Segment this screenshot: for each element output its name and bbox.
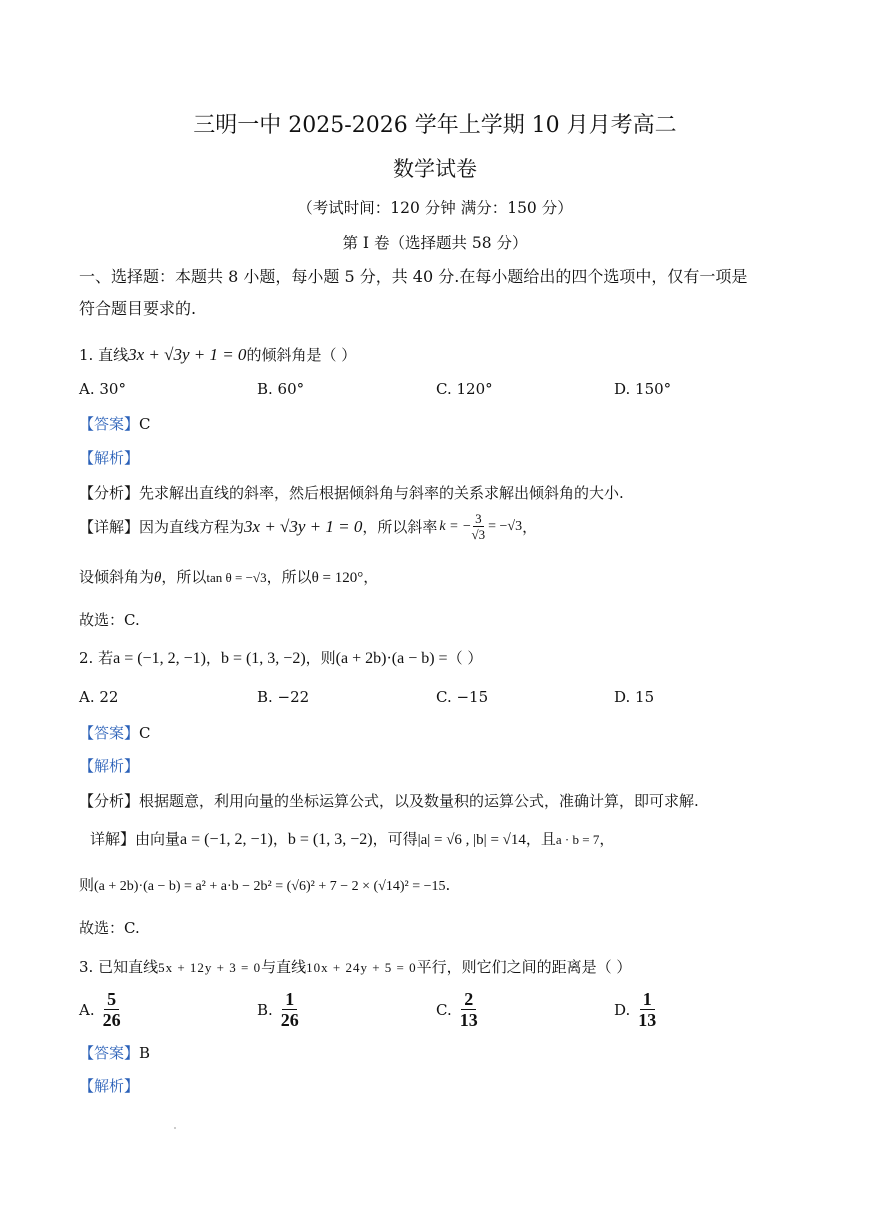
q1-fenxi bbox=[79, 482, 624, 503]
q3-option-c-label: C. bbox=[436, 1000, 452, 1019]
q1-number: 1. 直线 bbox=[79, 346, 129, 364]
q3-mid: 与直线 bbox=[261, 958, 307, 976]
q3-option-c bbox=[436, 990, 478, 1029]
q2-vector-a: a = (−1, 2, −1) bbox=[113, 650, 206, 667]
q1-stem bbox=[79, 344, 356, 365]
volume-heading: 第 I 卷（选择题共 58 分） bbox=[342, 234, 528, 252]
q1-slope-denominator: √3 bbox=[471, 527, 486, 542]
q1-detail-comma: ， bbox=[522, 518, 538, 536]
section-heading-line1: 一、选择题：本题共 8 小题，每小题 5 分，共 40 分.在每小题给出的四个选项中，仅有一项是 bbox=[79, 267, 748, 286]
q3-line2: 10x + 24y + 5 = 0 bbox=[306, 960, 417, 975]
q1-line2-text-c: ，所以 bbox=[266, 568, 312, 586]
q1-detail-equation: 3x + √3y + 1 = 0 bbox=[244, 516, 363, 536]
q1-line2-text-a: 设倾斜角为 bbox=[79, 568, 155, 586]
q1-answer-value: C bbox=[139, 415, 151, 433]
q1-equation: 3x + √3y + 1 = 0 bbox=[128, 345, 247, 364]
q1-analysis-tag: 【解析】 bbox=[79, 449, 140, 467]
q3-number: 3. 已知直线 bbox=[79, 958, 159, 976]
q2-detail bbox=[90, 828, 614, 849]
q1-option-c: C. 120° bbox=[436, 380, 493, 398]
answer-tag: 【答案】 bbox=[79, 415, 140, 433]
q3-option-a bbox=[79, 990, 121, 1029]
q2-fenxi bbox=[79, 790, 699, 811]
q3-option-a-denominator: 26 bbox=[102, 1010, 121, 1030]
q1-option-d: D. 150° bbox=[614, 380, 672, 398]
q3-option-a-fraction bbox=[103, 990, 121, 1029]
fenxi-tag: 【分析】 bbox=[79, 792, 140, 810]
q3-line1: 5x + 12y + 3 = 0 bbox=[158, 960, 262, 975]
section-heading-line2: 符合题目要求的. bbox=[79, 299, 197, 318]
q3-option-d-label: D. bbox=[614, 1000, 631, 1019]
q1-slope-k: k = − bbox=[439, 518, 472, 534]
exam-subject: 数学试卷 bbox=[393, 157, 477, 181]
exam-info: （考试时间：120 分钟 满分：150 分） bbox=[297, 199, 573, 217]
q3-answer bbox=[79, 1042, 150, 1063]
q2-detail-mid: ，可得 bbox=[372, 830, 418, 848]
q1-stem-tail: 的倾斜角是（ ） bbox=[246, 346, 357, 364]
q1-option-a: A. 30° bbox=[79, 380, 126, 398]
q2-expression: (a + 2b)·(a − b) = bbox=[335, 650, 448, 667]
answer-tag: 【答案】 bbox=[79, 1044, 140, 1062]
q2-answer-value: C bbox=[139, 724, 151, 742]
q2-number: 2. 若 bbox=[79, 649, 114, 667]
q1-theta: θ bbox=[154, 570, 162, 586]
q3-option-d-denominator: 13 bbox=[638, 1010, 657, 1030]
q3-option-d-fraction bbox=[638, 990, 656, 1029]
q3-option-b-denominator: 26 bbox=[280, 1010, 299, 1030]
q3-option-d-numerator: 1 bbox=[640, 990, 655, 1010]
q3-option-b-fraction bbox=[281, 990, 299, 1029]
q2-detail-and: ，且 bbox=[525, 830, 556, 848]
q1-slope-numerator: 3 bbox=[475, 511, 482, 526]
q2-choose: 故选：C. bbox=[79, 919, 140, 937]
q2-option-a: A. 22 bbox=[79, 688, 119, 706]
q1-answer bbox=[79, 413, 151, 434]
scan-speck bbox=[174, 1127, 176, 1129]
q3-option-b-label: B. bbox=[257, 1000, 273, 1019]
q1-detail-line2 bbox=[79, 566, 378, 587]
q3-option-d bbox=[614, 990, 656, 1029]
q2-paren: （ ） bbox=[447, 649, 483, 667]
q2-detail-lead: 详解】由向量 bbox=[90, 830, 181, 848]
q3-option-a-label: A. bbox=[79, 1000, 95, 1019]
detail-tag: 【详解】 bbox=[79, 518, 140, 536]
q3-option-c-numerator: 2 bbox=[461, 990, 476, 1010]
q2-detail-end: ， bbox=[599, 830, 615, 848]
q2-line2-lead: 则 bbox=[79, 876, 95, 894]
q3-stem bbox=[79, 956, 631, 977]
q3-option-b-numerator: 1 bbox=[282, 990, 297, 1010]
q2-sep: ， bbox=[205, 649, 221, 667]
q1-line2-text-d: ， bbox=[363, 568, 379, 586]
q2-option-b: B. −22 bbox=[257, 688, 310, 706]
q1-fenxi-text: 先求解出直线的斜率，然后根据倾斜角与斜率的关系求解出倾斜角的大小. bbox=[139, 484, 624, 502]
q3-option-c-denominator: 13 bbox=[459, 1010, 478, 1030]
q2-fenxi-text: 根据题意，利用向量的坐标运算公式，以及数量积的运算公式，准确计算，即可求解. bbox=[139, 792, 699, 810]
q2-detail-dot-product: a · b = 7 bbox=[555, 832, 600, 847]
q3-answer-value: B bbox=[139, 1044, 151, 1062]
q2-vector-b: b = (1, 3, −2) bbox=[220, 650, 306, 667]
q2-then: ，则 bbox=[305, 649, 336, 667]
answer-tag: 【答案】 bbox=[79, 724, 140, 742]
q2-option-c: C. −15 bbox=[436, 688, 489, 706]
q2-detail-moduli: |a| = √6 , |b| = √14 bbox=[417, 832, 526, 848]
q2-detail-line2 bbox=[79, 874, 450, 895]
q2-detail-sep: ， bbox=[272, 830, 288, 848]
q2-detail-vector-b: b = (1, 3, −2) bbox=[287, 831, 373, 848]
q3-analysis-tag: 【解析】 bbox=[79, 1077, 140, 1095]
q1-option-b: B. 60° bbox=[257, 380, 305, 398]
q3-option-a-numerator: 5 bbox=[104, 990, 119, 1010]
q1-theta-result: θ = 120° bbox=[311, 570, 364, 586]
q1-line2-text-b: ，所以 bbox=[161, 568, 207, 586]
q3-tail: 平行，则它们之间的距离是（ ） bbox=[416, 958, 632, 976]
q2-analysis-tag: 【解析】 bbox=[79, 757, 140, 775]
q3-option-b bbox=[257, 990, 299, 1029]
q1-choose: 故选：C. bbox=[79, 611, 140, 629]
q1-slope-fraction bbox=[472, 512, 486, 541]
q2-line2-expression: (a + 2b)·(a − b) = a² + a·b − 2b² = (√6)² + 7 − 2 × (√14)² = −15 bbox=[94, 879, 446, 894]
q2-answer bbox=[79, 722, 151, 743]
q1-detail bbox=[79, 512, 537, 541]
q2-detail-vector-a: a = (−1, 2, −1) bbox=[180, 831, 273, 848]
q2-line2-end: . bbox=[445, 876, 451, 894]
q1-slope-result: = −√3 bbox=[488, 518, 523, 534]
q1-detail-text-a: 因为直线方程为 bbox=[139, 518, 245, 536]
q1-tan-expression: tan θ = −√3 bbox=[206, 570, 267, 585]
q2-option-d: D. 15 bbox=[614, 688, 655, 706]
exam-title: 三明一中 2025-2026 学年上学期 10 月月考高二 bbox=[193, 113, 677, 138]
q1-detail-text-b: ，所以斜率 bbox=[362, 518, 438, 536]
q3-option-c-fraction bbox=[460, 990, 478, 1029]
q2-stem bbox=[79, 647, 482, 668]
fenxi-tag: 【分析】 bbox=[79, 484, 140, 502]
